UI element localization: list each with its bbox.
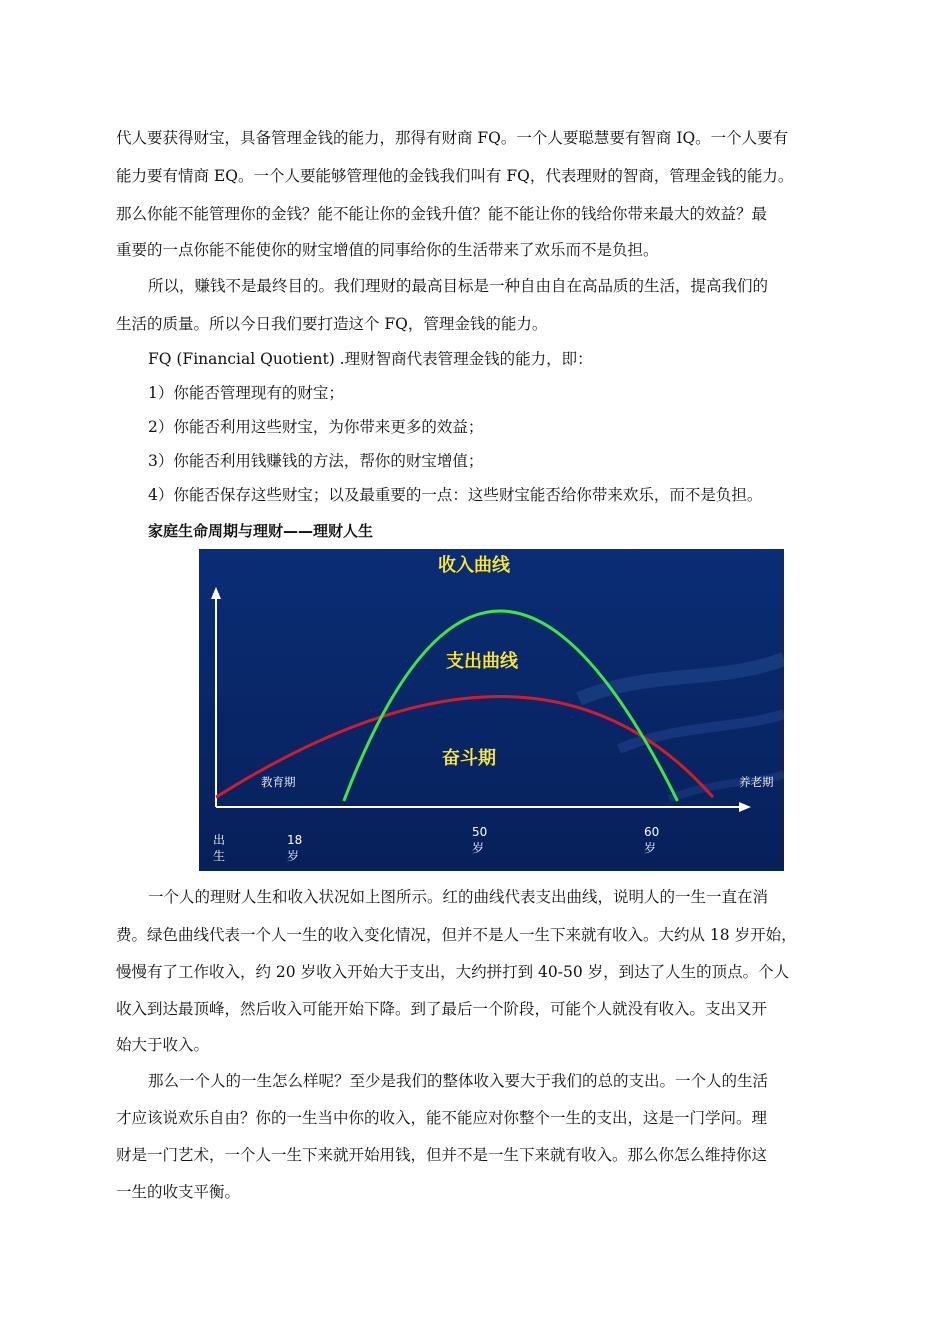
section-heading: 家庭生命周期与理财——理财人生 bbox=[148, 522, 374, 540]
fq-definition: FQ (Financial Quotient) .理财智商代表管理金钱的能力，即： bbox=[148, 350, 593, 368]
paragraph-line: 一个人的理财人生和收入状况如上图所示。红的曲线代表支出曲线，说明人的一生一直在消 bbox=[148, 888, 769, 906]
life-cycle-chart bbox=[199, 549, 784, 871]
list-item: 2）你能否利用这些财宝，为你带来更多的效益； bbox=[148, 418, 484, 436]
paragraph-line: 慢慢有了工作收入，约 20 岁收入开始大于支出，大约拼打到 40-50 岁，到达了人生的顶点。个人 bbox=[116, 963, 790, 981]
chart-title: 收入曲线 bbox=[438, 555, 510, 576]
paragraph-line: 生活的质量。所以今日我们要打造这个 FQ，管理金钱的能力。 bbox=[116, 315, 548, 333]
paragraph-line: 那么你能不能管理你的金钱？能不能让你的金钱升值？能不能让你的钱给你带来最大的效益？最 bbox=[116, 205, 768, 223]
paragraph-line: 重要的一点你能不能使你的财宝增值的同事给你的生活带来了欢乐而不是负担。 bbox=[116, 241, 659, 259]
right-phase-label: 养老期 bbox=[739, 775, 774, 789]
paragraph-line: 费。绿色曲线代表一个人一生的收入变化情况，但并不是人一生下来就有收入。大约从 18 岁开始， bbox=[116, 926, 797, 944]
x-tick-label: 岁 bbox=[644, 841, 657, 855]
list-item: 1）你能否管理现有的财宝； bbox=[148, 384, 344, 402]
lower-label: 奋斗期 bbox=[442, 748, 496, 769]
left-phase-label: 教育期 bbox=[261, 775, 296, 789]
paragraph-line: 那么一个人的一生怎么样呢？至少是我们的整体收入要大于我们的总的支出。一个人的生活 bbox=[148, 1072, 769, 1090]
chart-canvas bbox=[199, 549, 784, 871]
paragraph-line: 一生的收支平衡。 bbox=[116, 1183, 241, 1201]
middle-label: 支出曲线 bbox=[446, 651, 518, 672]
x-tick-label: 岁 bbox=[472, 841, 485, 855]
x-tick-label: 出 bbox=[213, 833, 226, 847]
paragraph-line: 才应该说欢乐自由？你的一生当中你的收入，能不能应对你整个一生的支出，这是一门学问。理 bbox=[116, 1109, 768, 1127]
paragraph-line: 始大于收入。 bbox=[116, 1036, 210, 1054]
x-tick-label: 50 bbox=[472, 825, 488, 839]
list-item: 3）你能否利用钱赚钱的方法，帮你的财宝增值； bbox=[148, 452, 484, 470]
paragraph-line: 财是一门艺术，一个人一生下来就开始用钱，但并不是一生下来就有收入。那么你怎么维持你这 bbox=[116, 1146, 768, 1164]
paragraph-line: 能力要有情商 EQ。一个人要能够管理他的金钱我们叫有 FQ，代表理财的智商，管理金钱的能力。 bbox=[116, 167, 794, 185]
paragraph-line: 所以，赚钱不是最终目的。我们理财的最高目标是一种自由自在高品质的生活，提高我们的 bbox=[148, 277, 769, 295]
paragraph-line: 代人要获得财宝，具备管理金钱的能力，那得有财商 FQ。一个人要聪慧要有智商 IQ。一个人要有 bbox=[116, 129, 789, 147]
paragraph-line: 收入到达最顶峰，然后收入可能开始下降。到了最后一个阶段，可能个人就没有收入。支出又开 bbox=[116, 1000, 768, 1018]
x-tick-label: 岁 bbox=[287, 849, 300, 863]
x-tick-label: 60 bbox=[644, 825, 660, 839]
x-tick-label: 生 bbox=[213, 849, 226, 863]
x-tick-label: 18 bbox=[287, 833, 303, 847]
chart-background bbox=[199, 549, 784, 871]
list-item: 4）你能否保存这些财宝；以及最重要的一点：这些财宝能否给你带来欢乐，而不是负担。 bbox=[148, 486, 763, 504]
